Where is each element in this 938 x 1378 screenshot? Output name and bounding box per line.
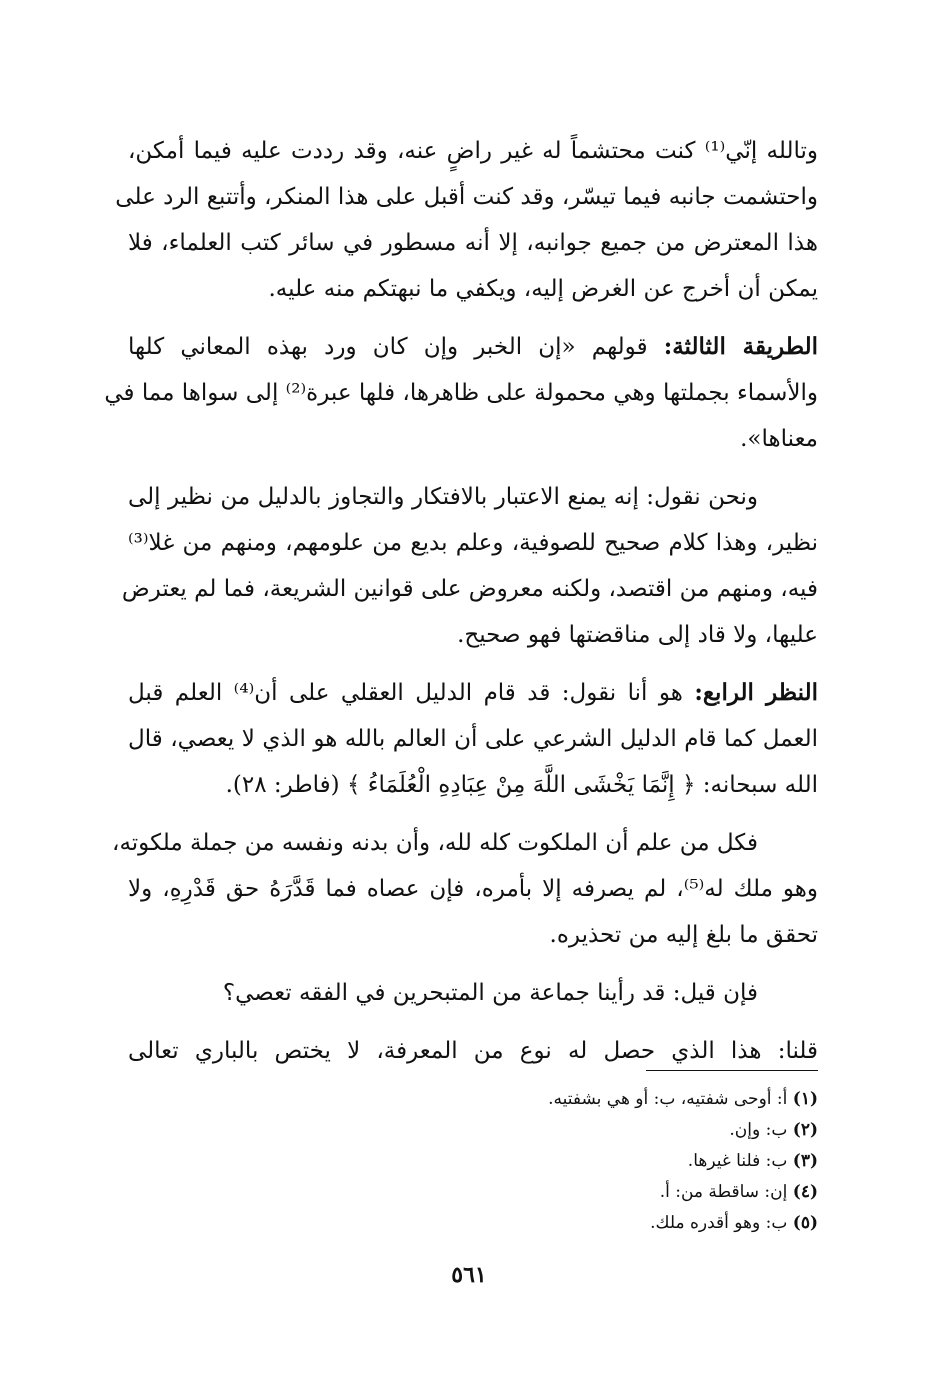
quran-verse-line: الله سبحانه: ﴿ إِنَّمَا يَخْشَى اللَّهَ مِنْ عِبَادِهِ الْعُلَمَاءُ ﴾ (فاطر: ٢٨).	[225, 772, 818, 798]
text-line: تحقق ما بلغ إليه من تحذيره.	[549, 922, 818, 948]
text-line	[128, 670, 818, 716]
section-heading: الطريقة الثالثة:	[663, 333, 819, 360]
footnote-1	[128, 1084, 818, 1115]
text-line	[128, 324, 818, 370]
footnotes	[128, 1084, 818, 1239]
text-line: نظير، وهذا كلام صحيح للصوفية، وعلم بديع من علومهم، ومنهم من غلا⁽³⁾	[128, 530, 818, 556]
text-line: فيه، ومنهم من اقتصد، ولكنه معروض على قوانين الشريعة، فما لم يعترض	[121, 576, 818, 602]
paragraph-5	[112, 820, 818, 958]
paragraph-4	[128, 670, 818, 808]
section-heading: النظر الرابع:	[694, 679, 818, 706]
text-line: ونحن نقول: إنه يمنع الاعتبار بالافتكار والتجاوز بالدليل من نظير إلى	[128, 484, 758, 510]
footnote-text: ب: فلنا غيرها.	[687, 1151, 788, 1171]
footnote-number: (٤)	[792, 1182, 818, 1202]
footnote-3	[128, 1146, 818, 1177]
text-line: والأسماء بجملتها وهي محمولة على ظاهرها، فلها عبرة⁽²⁾ إلى سواها مما في	[104, 380, 818, 406]
text-line: وتالله إنّي⁽¹⁾ كنت محتشماً له غير راضٍ عنه، وقد رددت عليه فيما أمكن،	[128, 138, 818, 164]
footnote-number: (٣)	[792, 1151, 818, 1171]
text-line: قلنا: هذا الذي حصل له نوع من المعرفة، لا يختص بالباري تعالى	[128, 1038, 818, 1064]
text-line: واحتشمت جانبه فيما تيسّر، وقد كنت أقبل على هذا المنكر، وأتتبع الرد على	[115, 184, 818, 210]
text-run: هو أنا نقول: قد قام الدليل العقلي على أن⁽⁴⁾ العلم قبل	[128, 680, 695, 706]
paragraph-1	[115, 128, 818, 312]
text-line: معناها».	[740, 426, 818, 452]
footnote-text: أ: أوحى شفتيه، ب: أو هي بشفتيه.	[548, 1089, 788, 1109]
text-line: فكل من علم أن الملكوت كله لله، وأن بدنه ونفسه من جملة ملكوته،	[112, 830, 758, 856]
paragraph-3	[121, 474, 818, 658]
paragraph-7	[128, 1028, 818, 1074]
text-run: قولهم «إن الخبر وإن كان ورد بهذه المعاني كلها	[128, 334, 664, 360]
paragraph-2	[104, 324, 819, 462]
text-line: عليها، ولا قاد إلى مناقضتها فهو صحيح.	[457, 622, 818, 648]
text-line: وهو ملك له⁽⁵⁾، لم يصرفه إلا بأمره، فإن عصاه فما قَدَّرَهُ حق قَدْرِهِ، ولا	[128, 876, 818, 902]
page-number: ٥٦١	[451, 1262, 487, 1288]
footnote-number: (٢)	[792, 1120, 818, 1140]
text-line: العمل كما قام الدليل الشرعي على أن العالم بالله هو الذي لا يعصي، قال	[128, 726, 818, 752]
text-line: يمكن أن أخرج عن الغرض إليه، ويكفي ما نبهتكم منه عليه.	[268, 276, 818, 302]
footnote-text: إن: ساقطة من: أ.	[659, 1182, 788, 1202]
footnote-separator	[128, 1070, 818, 1071]
footnote-number: (٥)	[792, 1213, 818, 1233]
paragraph-6	[128, 970, 818, 1016]
footnote-number: (١)	[792, 1089, 818, 1109]
body-text	[104, 128, 819, 1086]
text-line: هذا المعترض من جميع جوانبه، إلا أنه مسطور في سائر كتب العلماء، فلا	[128, 230, 818, 256]
text-line: فإن قيل: قد رأينا جماعة من المتبحرين في الفقه تعصي؟	[222, 980, 758, 1006]
footnote-text: ب: وهو أقدره ملك.	[650, 1213, 788, 1233]
footnote-5	[128, 1208, 818, 1239]
footnote-text: ب: وإن.	[729, 1120, 788, 1140]
footnote-2	[128, 1115, 818, 1146]
footnote-4	[128, 1177, 818, 1208]
separator-rule	[646, 1070, 818, 1071]
